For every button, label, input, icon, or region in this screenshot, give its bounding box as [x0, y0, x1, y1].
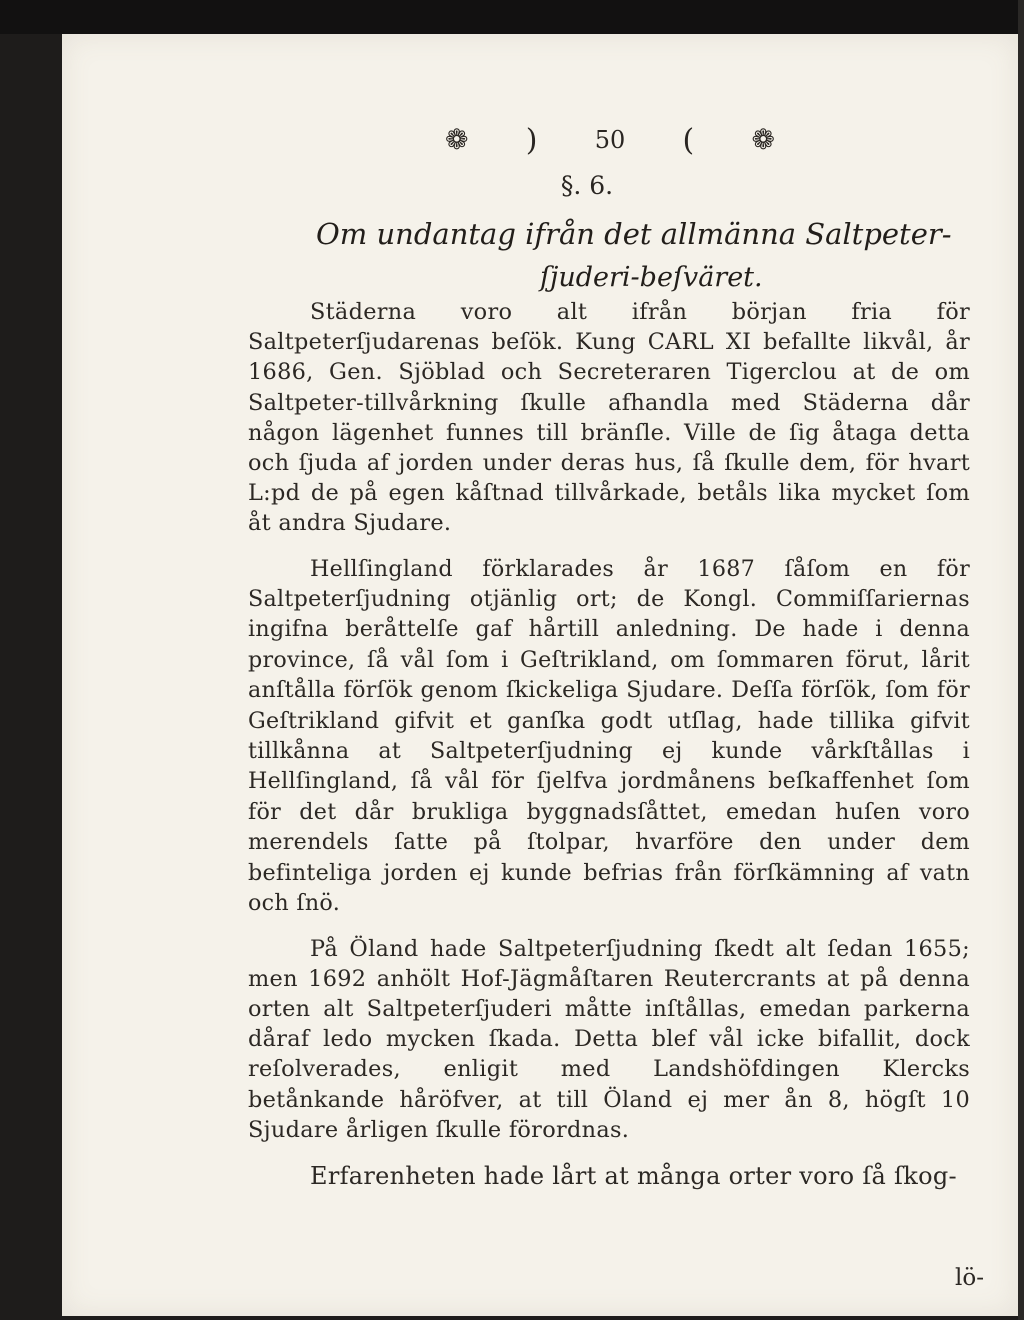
- flower-ornament-icon: ❁: [751, 123, 775, 156]
- section-title-line-2: ſjuderi-beſväret.: [540, 262, 763, 293]
- paragraph-staderna: Städerna voro alt ifrån början fria för Saltpeterſjudarenas beſök. Kung CARL XI befallte likvål, år 1686, Gen. Sjöblad och Secreteraren Tigerclou at de om Saltpeter-tillvårkning ſkulle afhandla med Städerna dår någon lägenhet funnes till bränſle. Ville de ſig åtaga detta och ſjuda af jorden under deras hus, ſå ſkulle dem, för hvart L:pd de på egen kåſtnad tillvårkade, betåls lika mycket ſom åt andra Sjudare.: [248, 299, 970, 537]
- header-close-paren: (: [682, 122, 695, 158]
- header-open-paren: ): [525, 122, 538, 158]
- scan-top-border: [0, 0, 1024, 34]
- catchword: lö-: [955, 1265, 984, 1291]
- running-header: [445, 118, 775, 162]
- flower-ornament-icon: ❁: [445, 123, 469, 156]
- paragraph-oland: På Öland hade Saltpeterſjudning ſkedt alt ſedan 1655; men 1692 anhölt Hof-Jägmåſtaren Reutercrants at på denna orten alt Saltpeterſjuderi måtte inſtållas, emedan parkerna dåraf ledo mycken ſkada. Detta blef vål icke bifallit, dock reſolverades, enligit med Landshöfdingen Klercks betånkande håröfver, at till Öland ej mer ån 8, högſt 10 Sjudare årligen ſkulle förordnas.: [248, 935, 970, 1143]
- paragraph-hellsingland: Hellſingland förklarades år 1687 ſåſom en för Saltpeterſjudning otjänlig ort; de Kongl. Commiſſariernas ingifna beråttelſe gaf hårtill anledning. De hade i denna province, ſå vål ſom i Geſtrikland, om ſommaren förut, lårit anſtålla förſök genom ſkickeliga Sjudare. Deſſa förſök, ſom för Geſtrikland gifvit et ganſka godt utſlag, hade tillika gifvit tillkånna at Saltpeterſjudning ej kunde vårkſtållas i Hellſingland, ſå vål för ſjelfva jordmånens beſkaffenhet ſom för det dår brukliga byggnadsſåttet, emedan huſen voro merendels ſatte på ſtolpar, hvarföre den under dem befinteliga jorden ej kunde befrias från förſkämning af vatn och ſnö.: [248, 555, 970, 917]
- section-title: [316, 212, 976, 300]
- body-text: [248, 297, 970, 1192]
- paragraph-erfarenheten: Erfarenheten hade lårt at många orter voro ſå ſkog-: [310, 1161, 957, 1190]
- section-number: §. 6.: [560, 171, 614, 200]
- page-number: 50: [594, 126, 626, 154]
- section-title-line-1: Om undantag ifrån det allmänna Saltpeter-: [316, 217, 952, 251]
